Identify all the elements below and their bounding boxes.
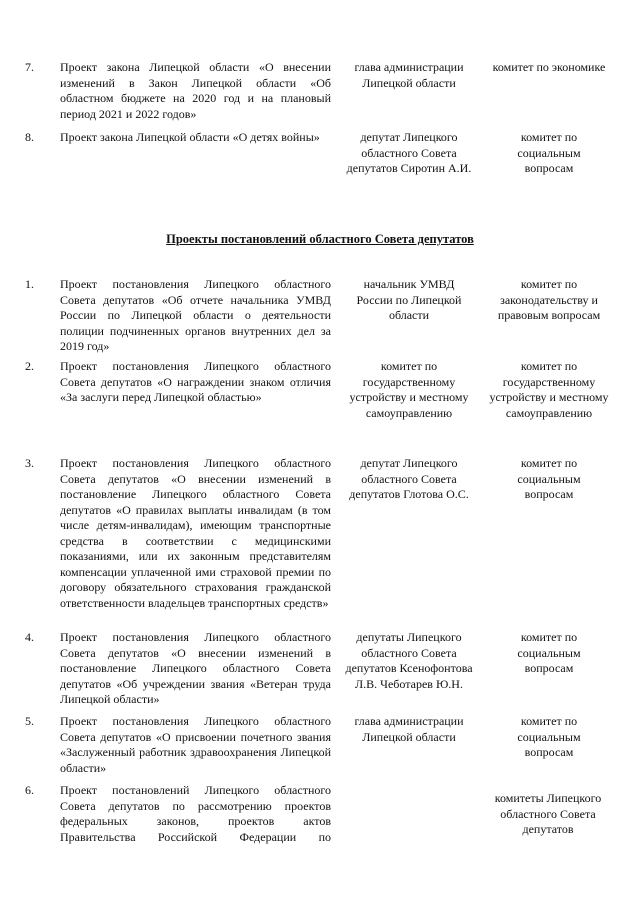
item-number: 3. [25, 456, 34, 470]
item-committee: комитет по социальным вопросам [517, 714, 581, 759]
item-author: глава администрации Липецкой области [354, 714, 464, 744]
item-author: депутаты Липецкого областного Совета депутатов Ксенофонтова Л.В. Чеботарев Ю.Н. [345, 630, 473, 691]
item-number: 1. [25, 277, 34, 291]
item-number: 6. [25, 783, 34, 797]
item-committee: комитет по социальным вопросам [517, 630, 581, 675]
item-title: Проект постановления Липецкого областного Совета депутатов «О присвоении почетного звания «Заслуженный работник здравоохранения Липецкой области» [60, 714, 331, 775]
section-heading: Проекты постановлений областного Совета депутатов [166, 232, 474, 246]
item-author: депутат Липецкого областного Совета депутатов Глотова О.С. [349, 456, 469, 501]
item-title: Проект закона Липецкой области «О внесении изменений в Закон Липецкой области «Об областном бюджете на 2020 год и на плановый период 2021 и 2022 годов» [60, 60, 331, 121]
item-title: Проект закона Липецкой области «О детях войны» [60, 130, 320, 144]
item-title: Проект постановления Липецкого областного Совета депутатов «О внесении изменений в постановление Липецкого областного Совета депутатов «Об учреждении звания «Ветеран труда Липецкой области» [60, 630, 331, 706]
item-author: депутат Липецкого областного Совета депутатов Сиротин А.И. [346, 130, 472, 175]
item-committee: комитет по социальным вопросам [517, 456, 581, 501]
item-committee: комитет по государственному устройству и местному самоуправлению [489, 359, 609, 420]
item-number: 7. [25, 60, 34, 74]
item-title: Проект постановлений Липецкого областного Совета депутатов по рассмотрению проектов федеральных законов, проектов актов Правительства Российской Федерации по [60, 783, 331, 844]
item-committee: комитет по экономике [492, 60, 606, 74]
item-committee: комитет по социальным вопросам [517, 130, 581, 175]
item-number: 2. [25, 359, 34, 373]
item-author: начальник УМВД России по Липецкой области [356, 277, 462, 322]
item-author: комитет по государственному устройству и местному самоуправлению [349, 359, 469, 420]
item-author: глава администрации Липецкой области [354, 60, 464, 90]
item-title: Проект постановления Липецкого областного Совета депутатов «О внесении изменений в постановление Липецкого областного Совета депутатов «О правилах выплаты инвалидам (в том числе детям-инвалидам), имеющим транспортные средства в соответствии с медицинскими показаниями, или их законным представителям компенсации уплаченной ими страховой премии по договору обязательного страхования гражданской ответственности владельцев транспортных средств» [60, 456, 331, 610]
item-number: 5. [25, 714, 34, 728]
item-number: 8. [25, 130, 34, 144]
item-number: 4. [25, 630, 34, 644]
item-committee: комитет по законодательству и правовым вопросам [497, 277, 601, 322]
item-title: Проект постановления Липецкого областного Совета депутатов «О награждении знаком отличия «За заслуги перед Липецкой областью» [60, 359, 331, 404]
item-title: Проект постановления Липецкого областного Совета депутатов «Об отчете начальника УМВД России по Липецкой области о деятельности полиции подчиненных органов внутренних дел за 2019 год» [60, 277, 331, 353]
item-committee: комитеты Липецкого областного Совета депутатов [494, 791, 602, 836]
